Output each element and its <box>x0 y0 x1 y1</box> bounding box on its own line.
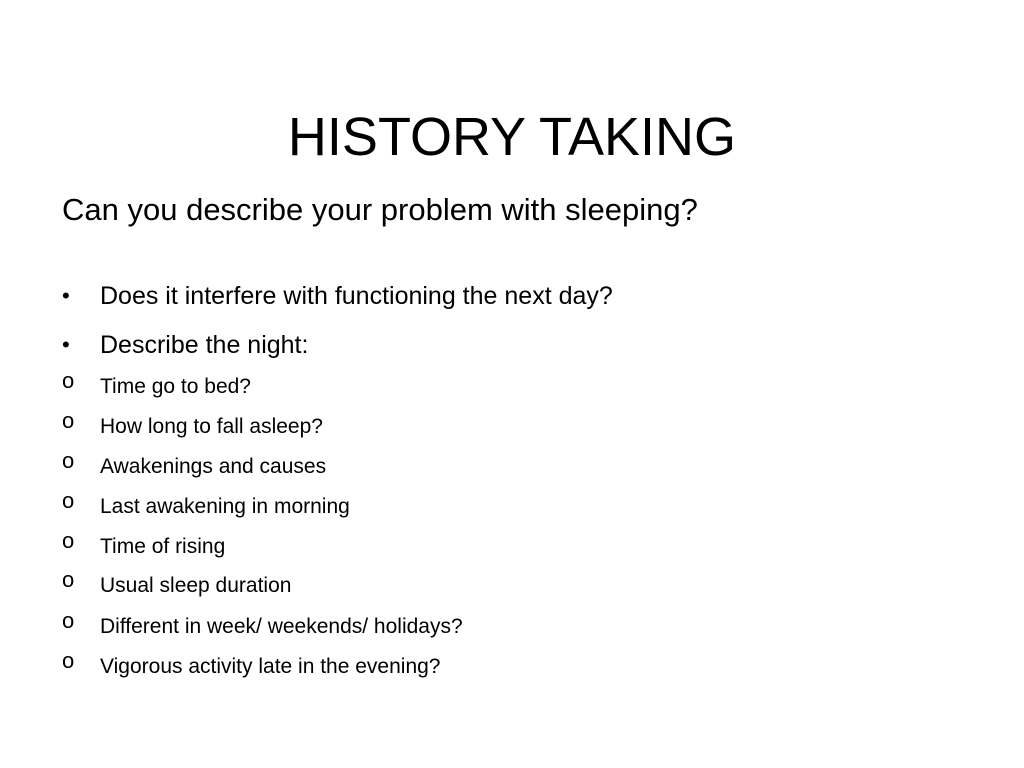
sub-bullet-marker: o <box>62 528 75 553</box>
sub-list-item-text: Time go to bed? <box>100 375 251 398</box>
sub-bullet-marker: o <box>62 408 75 433</box>
slide-question: Can you describe your problem with sleeping? <box>62 192 698 227</box>
sub-bullet-marker: o <box>62 368 75 393</box>
sub-list-item-text: Usual sleep duration <box>100 574 292 597</box>
sub-list-item-text: Vigorous activity late in the evening? <box>100 655 441 678</box>
sub-bullet-marker: o <box>62 648 75 673</box>
list-item-text: Does it interfere with functioning the next day? <box>100 282 613 310</box>
sub-list-item-text: How long to fall asleep? <box>100 415 323 438</box>
bullet-marker: • <box>62 332 70 357</box>
sub-list-item-text: Last awakening in morning <box>100 495 350 518</box>
slide-title: HISTORY TAKING <box>287 107 737 168</box>
sub-list-item-text: Different in week/ weekends/ holidays? <box>100 615 463 638</box>
sub-bullet-marker: o <box>62 608 75 633</box>
sub-list-item-text: Awakenings and causes <box>100 455 327 478</box>
sub-list-item-text: Time of rising <box>100 535 226 558</box>
list-item-text: Describe the night: <box>100 331 309 359</box>
bullet-marker: • <box>62 283 70 308</box>
sub-bullet-marker: o <box>62 567 75 592</box>
sub-bullet-marker: o <box>62 448 75 473</box>
sub-bullet-marker: o <box>62 488 75 513</box>
